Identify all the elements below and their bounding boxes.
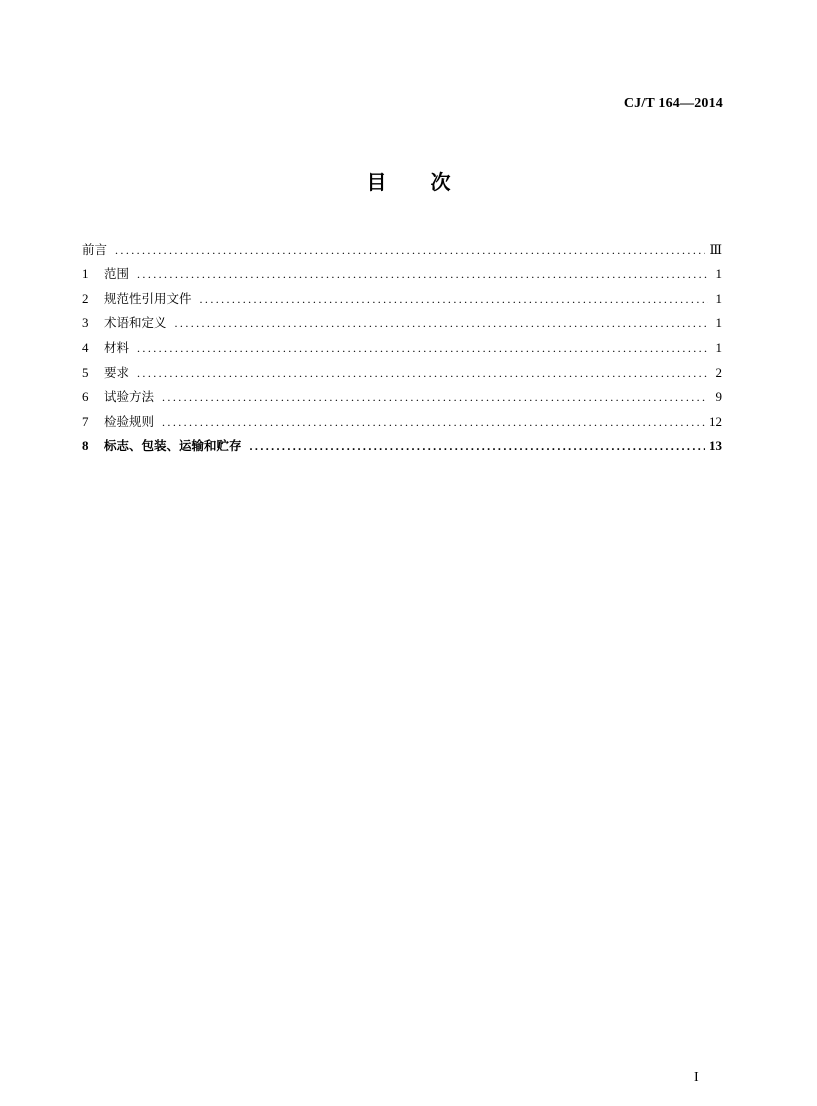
toc-entry-number: 1 — [82, 266, 89, 282]
toc-entry-number: 3 — [82, 315, 89, 331]
toc-leader-dots — [200, 291, 708, 307]
toc-leader-dots — [137, 365, 708, 381]
page-title: 目次 — [366, 170, 495, 194]
toc-leader-dots — [175, 315, 708, 331]
toc-entry-1[interactable] — [82, 258, 722, 283]
toc-entry-4[interactable] — [82, 331, 722, 356]
toc-entry-number: 5 — [82, 364, 89, 380]
toc-entry-label: 要求 — [104, 364, 130, 380]
toc-entry-page: 2 — [715, 364, 722, 380]
toc-entry-label: 标志、包装、运输和贮存 — [104, 438, 242, 454]
toc-entry-2[interactable] — [82, 282, 722, 307]
toc-entry-number: 8 — [82, 438, 89, 454]
toc-leader-dots — [137, 266, 708, 282]
toc-entry-label: 范围 — [104, 266, 130, 282]
toc-leader-dots — [137, 340, 708, 356]
toc-entry-6[interactable] — [82, 381, 722, 406]
toc-entry-label: 前言 — [82, 241, 108, 257]
toc-entry-number: 2 — [82, 290, 89, 306]
toc-entry-page: 12 — [709, 413, 722, 429]
toc-entry-label: 检验规则 — [104, 413, 155, 429]
toc-entry-number: 4 — [82, 339, 89, 355]
toc-leader-dots — [115, 242, 705, 258]
toc-entry-3[interactable] — [82, 307, 722, 332]
toc-entry-5[interactable] — [82, 356, 722, 381]
toc-leader-dots — [162, 389, 708, 405]
toc-entry-foreword[interactable] — [82, 233, 722, 258]
toc-entry-page: Ⅲ — [709, 241, 722, 257]
toc-entry-8[interactable] — [82, 430, 722, 455]
toc-entry-label: 术语和定义 — [104, 315, 167, 331]
toc-entry-label: 材料 — [104, 339, 130, 355]
toc-entry-7[interactable] — [82, 405, 722, 430]
toc-entry-page: 9 — [715, 389, 722, 405]
toc-entry-page: 1 — [715, 266, 722, 282]
page-number: I — [694, 1070, 699, 1085]
table-of-contents — [82, 233, 722, 454]
toc-entry-number: 7 — [82, 413, 89, 429]
toc-entry-page: 13 — [709, 438, 722, 454]
toc-entry-label: 试验方法 — [104, 389, 155, 405]
toc-entry-page: 1 — [715, 315, 722, 331]
toc-leader-dots — [250, 438, 705, 454]
toc-leader-dots — [162, 414, 705, 430]
toc-entry-number: 6 — [82, 389, 89, 405]
toc-entry-page: 1 — [715, 290, 722, 306]
standard-code: CJ/T 164—2014 — [623, 96, 723, 111]
toc-entry-label: 规范性引用文件 — [104, 290, 192, 306]
toc-entry-page: 1 — [715, 339, 722, 355]
